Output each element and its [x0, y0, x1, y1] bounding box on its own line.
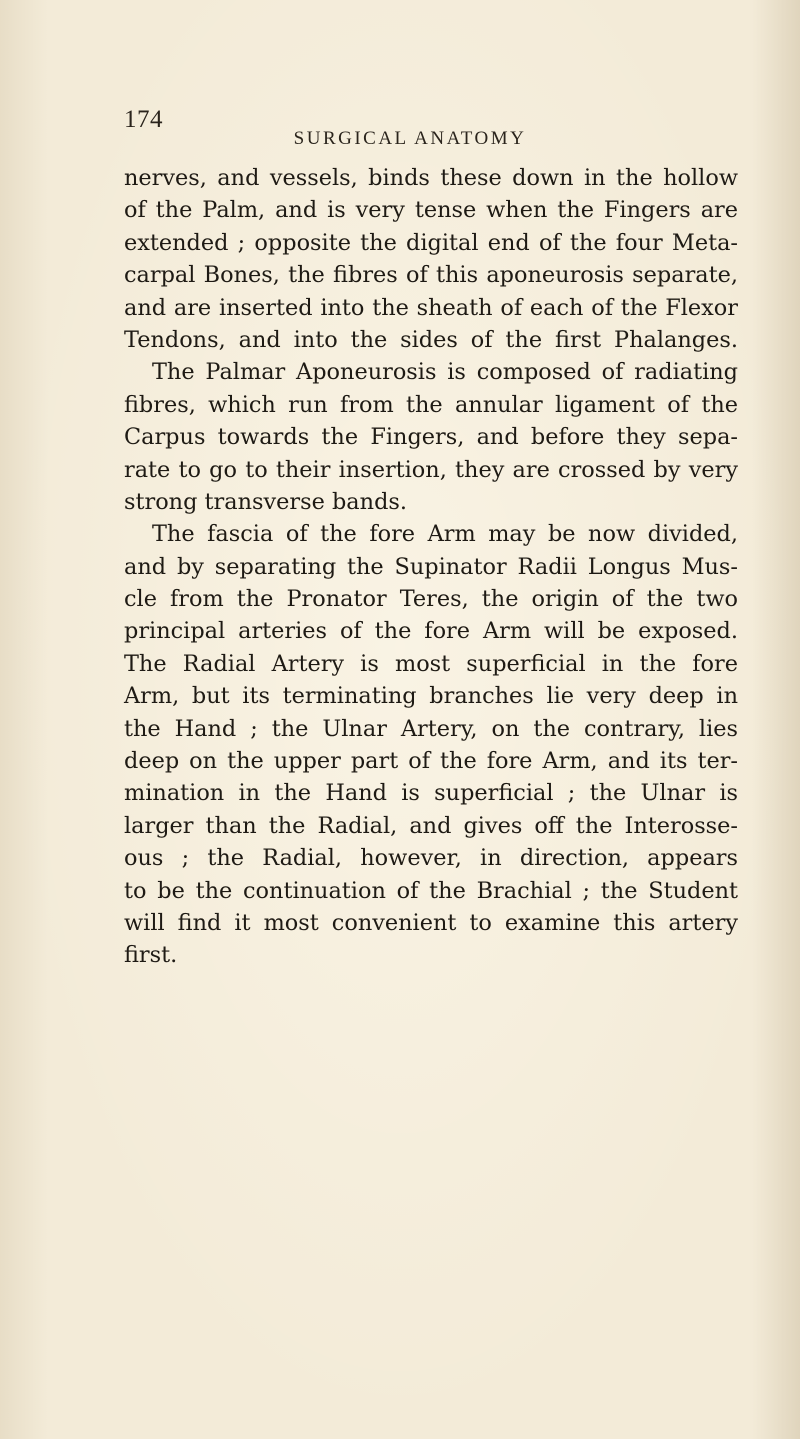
- text-line: The Palmar Aponeurosis is composed of radiating: [152, 359, 738, 386]
- text-line: deep on the upper part of the fore Arm, and its ter-: [124, 748, 738, 775]
- text-line: and by separating the Supinator Radii Longus Mus-: [124, 553, 738, 580]
- text-line: nerves, and vessels, binds these down in the hollow: [124, 165, 738, 191]
- text-line: strong transverse bands.: [124, 488, 408, 515]
- text-line: ous ; the Radial, however, in direction, appears: [124, 845, 738, 872]
- text-line: of the Palm, and is very tense when the Fingers are: [124, 197, 738, 224]
- body-text: [124, 162, 738, 972]
- text-line: will find it most convenient to examine this artery: [124, 909, 738, 936]
- text-line: mination in the Hand is superficial ; the Ulnar is: [124, 780, 738, 807]
- text-line: the Hand ; the Ulnar Artery, on the contrary, lies: [124, 715, 738, 742]
- text-line: The fascia of the fore Arm may be now divided,: [152, 521, 738, 548]
- text-line: first.: [124, 942, 178, 969]
- text-line: carpal Bones, the fibres of this aponeurosis separate,: [124, 262, 738, 289]
- text-line: The Radial Artery is most superficial in the fore: [124, 650, 738, 677]
- text-line: Arm, but its terminating branches lie very deep in: [124, 683, 738, 710]
- text-line: Carpus towards the Fingers, and before they sepa-: [124, 424, 738, 451]
- text-line: fibres, which run from the annular ligament of the: [124, 391, 738, 418]
- page-number: 174: [124, 106, 163, 133]
- text-line: Tendons, and into the sides of the first Phalanges.: [124, 326, 738, 353]
- text-line: to be the continuation of the Brachial ; the Student: [124, 877, 738, 904]
- running-title: SURGICAL ANATOMY: [293, 128, 527, 149]
- text-line: rate to go to their insertion, they are crossed by very: [124, 456, 738, 483]
- text-line: cle from the Pronator Teres, the origin of the two: [124, 586, 738, 613]
- text-line: extended ; opposite the digital end of the four Meta-: [124, 229, 738, 256]
- text-line: and are inserted into the sheath of each of the Flexor: [124, 294, 738, 321]
- text-line: principal arteries of the fore Arm will be exposed.: [124, 618, 738, 645]
- text-line: larger than the Radial, and gives off the Interosse-: [124, 812, 738, 839]
